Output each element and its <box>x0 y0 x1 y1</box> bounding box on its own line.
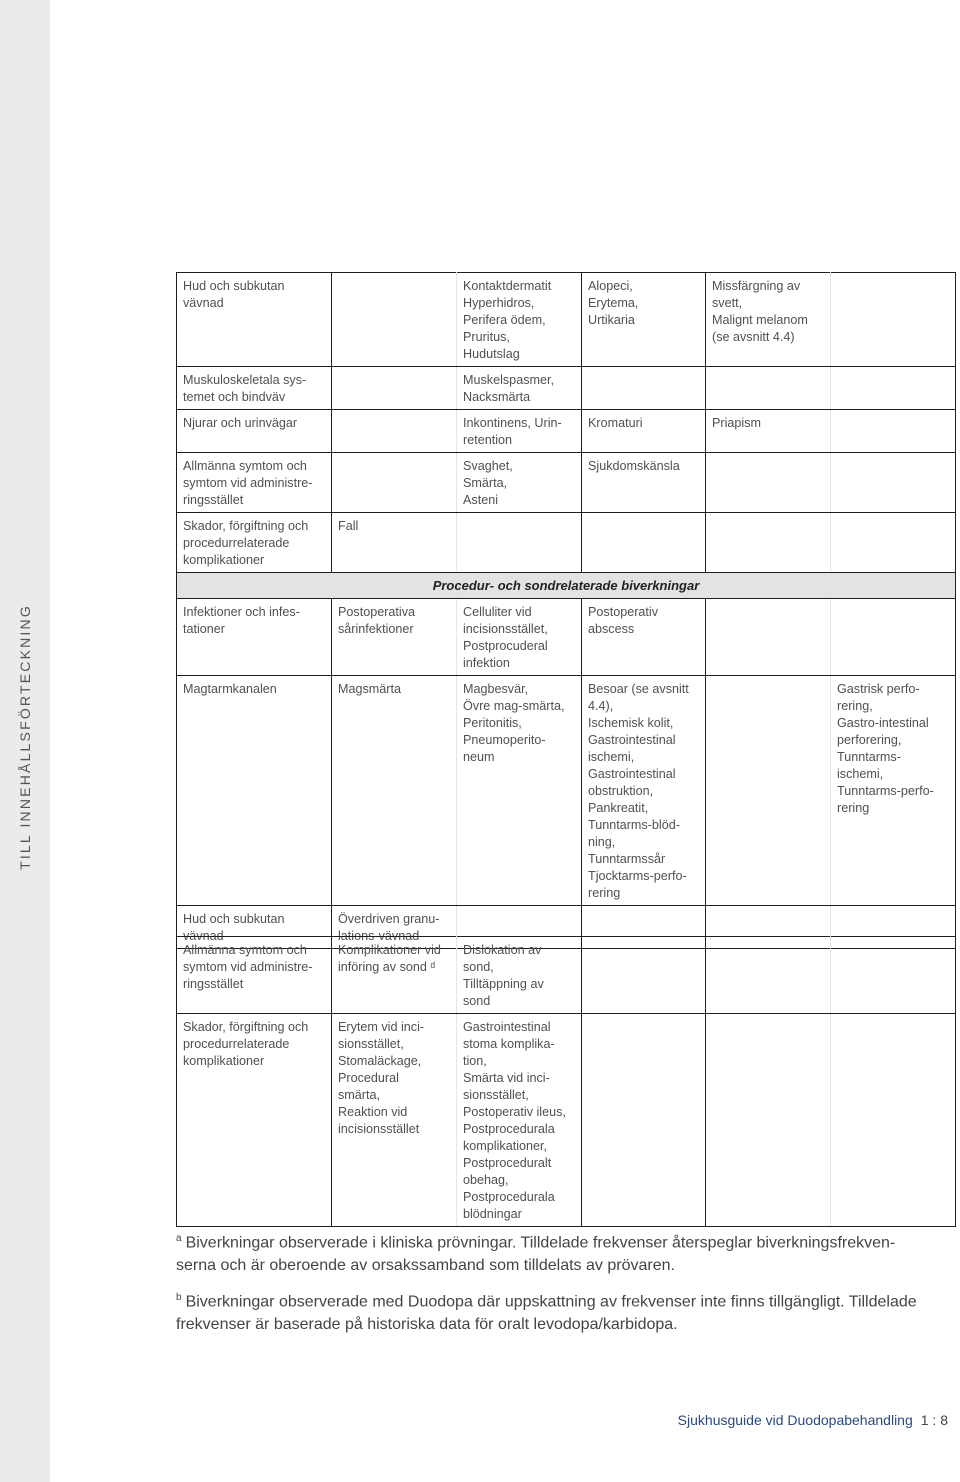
table-row <box>177 367 956 410</box>
table-cell: Celluliter vid incisionsstället, Postprocuderal infektion <box>457 599 582 676</box>
sidebar <box>0 0 50 1482</box>
table-row <box>177 273 956 367</box>
table-row <box>177 676 956 906</box>
table-row <box>177 410 956 453</box>
table-cell: Magsmärta <box>332 676 457 906</box>
table-cell <box>831 367 956 410</box>
table-row <box>177 937 956 1014</box>
table-row <box>177 599 956 676</box>
footnote-b: $^b$ Biverkningar observerade med Duodopa där uppskattning av frekvenser inte finns tillgängligt. Tilldelade frekvenser är baserade på historiska data för oralt levodopa/karbidopa. <box>176 1292 917 1334</box>
table-cell <box>582 513 706 573</box>
table-row <box>177 453 956 513</box>
table-cell: Komplikationer vid införing av sond ᵈ <box>332 937 457 1014</box>
table-cell <box>706 599 831 676</box>
table-cell: Erytem vid inci- sionsstället, Stomaläckage, Procedural smärta, Reaktion vid incisionsstället <box>332 1014 457 1227</box>
table-cell <box>831 513 956 573</box>
organ-class-cell: Infektioner och infes- tationer <box>177 599 332 676</box>
organ-class-cell: Skador, förgiftning och procedurrelaterade komplikationer <box>177 1014 332 1227</box>
table-cell: Överdriven granu- lations-vävnad <box>332 906 457 949</box>
table-cell <box>332 453 457 513</box>
table-cell: Svaghet, Smärta, Asteni <box>457 453 582 513</box>
table-row <box>177 513 956 573</box>
table-cell: Besoar (se avsnitt 4.4), Ischemisk kolit, Gastrointestinal ischemi, Gastrointestinal obstruktion, Pankreatit, Tunntarms-blöd- ning, Tunntarmssår Tjocktarms-perfo- rering <box>582 676 706 906</box>
table-cell: Postoperativ abscess <box>582 599 706 676</box>
table-cell <box>831 273 956 367</box>
table-cell: Alopeci, Erytema, Urtikaria <box>582 273 706 367</box>
table-cell <box>582 367 706 410</box>
table-cell <box>582 1014 706 1227</box>
table-cell: Sjukdomskänsla <box>582 453 706 513</box>
table-cell: Inkontinens, Urin- retention <box>457 410 582 453</box>
organ-class-cell: Hud och subkutan vävnad <box>177 273 332 367</box>
table-cell <box>457 513 582 573</box>
table-cell <box>706 937 831 1014</box>
table-cell <box>706 513 831 573</box>
table-cell <box>706 676 831 906</box>
table-cell <box>332 367 457 410</box>
organ-class-cell: Skador, förgiftning och procedurrelaterade komplikationer <box>177 513 332 573</box>
footnote-a: $^a$ Biverkningar observerade i kliniska prövningar. Tilldelade frekvenser återspeglar biverkningsfrekven- serna och är oberoende av orsakssamband som tilldelats av prövaren. <box>176 1233 896 1274</box>
table-cell: Priapism <box>706 410 831 453</box>
organ-class-cell: Njurar och urinvägar <box>177 410 332 453</box>
table-cell <box>831 453 956 513</box>
footer-title[interactable]: Sjukhusguide vid Duodopabehandling <box>677 1412 913 1428</box>
table-cell: Muskelspasmer, Nacksmärta <box>457 367 582 410</box>
table-cell: Gastrointestinal stoma komplika- tion, Smärta vid inci- sionsstället, Postoperativ ileus, Postprocedurala komplikationer, Postproceduralt obehag, Postprocedurala blödningar <box>457 1014 582 1227</box>
table-cell <box>582 937 706 1014</box>
page-number: 1 : 8 <box>920 1412 948 1428</box>
table-cell: Kontaktdermatit Hyperhidros, Perifera ödem, Pruritus, Hudutslag <box>457 273 582 367</box>
page-footer <box>678 1412 948 1428</box>
table-cell <box>831 1014 956 1227</box>
table-cell <box>706 453 831 513</box>
organ-class-cell: Allmänna symtom och symtom vid administre- ringsstället <box>177 937 332 1014</box>
table-cell: Fall <box>332 513 457 573</box>
organ-class-cell: Hud och subkutan vävnad <box>177 906 332 949</box>
organ-class-cell: Magtarmkanalen <box>177 676 332 906</box>
footnotes <box>176 1228 936 1347</box>
table-cell: Gastrisk perfo- rering, Gastro-intestinal perforering, Tunntarms- ischemi, Tunntarms-perfo- rering <box>831 676 956 906</box>
adverse-reactions-table <box>176 272 956 949</box>
table-cell <box>706 367 831 410</box>
section-band-row <box>177 573 956 599</box>
adverse-reactions-table-continued <box>176 936 956 1227</box>
section-band-title: Procedur- och sondrelaterade biverkningar <box>177 573 956 599</box>
table-cell: Magbesvär, Övre mag-smärta, Peritonitis, Pneumoperito- neum <box>457 676 582 906</box>
table-cell <box>831 599 956 676</box>
table-cell: Kromaturi <box>582 410 706 453</box>
toc-link[interactable]: TILL INNEHÅLLSFÖRTECKNING <box>17 604 33 870</box>
table-cell <box>706 1014 831 1227</box>
organ-class-cell: Muskuloskeletala sys- temet och bindväv <box>177 367 332 410</box>
table-cell <box>831 937 956 1014</box>
table-cell <box>332 273 457 367</box>
table-cell <box>831 410 956 453</box>
organ-class-cell: Allmänna symtom och symtom vid administre- ringsstället <box>177 453 332 513</box>
table-row <box>177 1014 956 1227</box>
table-cell: Postoperativa sårinfektioner <box>332 599 457 676</box>
table-cell: Dislokation av sond, Tilltäppning av sond <box>457 937 582 1014</box>
table-cell <box>332 410 457 453</box>
table-cell: Missfärgning av svett, Malignt melanom (se avsnitt 4.4) <box>706 273 831 367</box>
